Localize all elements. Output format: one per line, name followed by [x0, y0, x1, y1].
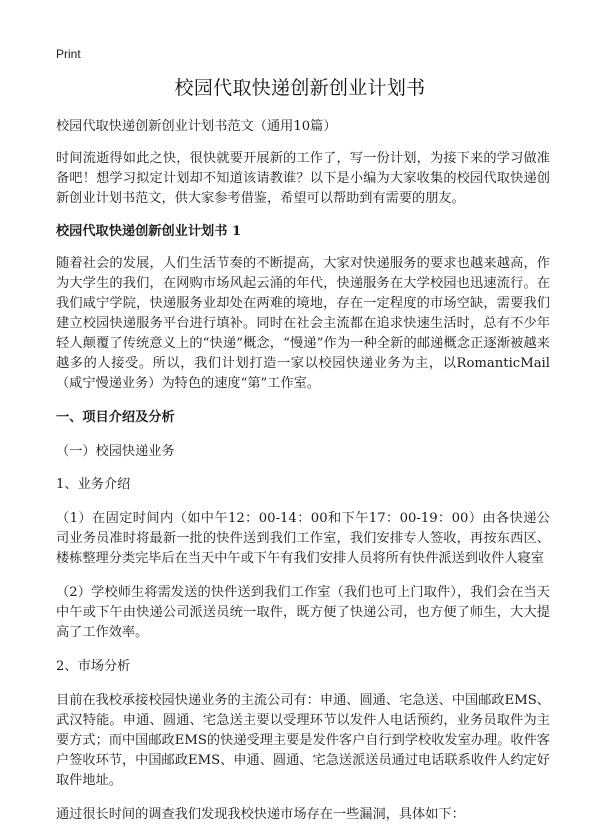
document-subtitle: 校园代取快递创新创业计划书范文（通用10篇） — [56, 119, 337, 134]
intro-paragraph: 时间流逝得如此之快，很快就要开展新的工作了，写一份计划，为接下来的学习做准备吧！想学习拟定计划却不知道该请教谁？以下是小编为大家收集的校园代取快递创新创业计划书范文，供大家参考借鉴，希望可以帮助到有需要的朋友。 — [56, 151, 550, 206]
service-paragraph-2: （2）学校师生将需发送的快件送到我们工作室（我们也可上门取件），我们会在当天中午或下午由快递公司派送员统一取件，既方便了快递公司，也方便了师生，大大提高了工作效率。 — [56, 585, 550, 640]
survey-paragraph: 通过很长时间的调查我们发现我校快递市场存在一些漏洞，具体如下： — [56, 807, 465, 822]
heading-project-intro: 一、项目介绍及分析 — [56, 410, 175, 425]
section-heading: 校园代取快递创新创业计划书 1 — [56, 224, 242, 239]
market-paragraph: 目前在我校承接校园快递业务的主流公司有：申通、圆通、宅急送、中国邮政EMS、武汉特能。申通、圆通、宅急送主要以受理环节以发件人电话预约，业务员取件为主要方式；而中国邮政EMS的快递受理主要是发件客户自行到学校收发室办理。收件客户签收环节，中国邮政EMS、申通、圆通、宅急送派送员通过电话联系收件人约定好取件地址。 — [56, 693, 550, 788]
heading-campus-express: （一）校园快递业务 — [56, 444, 175, 459]
heading-service-intro: 1、业务介绍 — [56, 477, 131, 492]
document-body — [56, 117, 550, 839]
heading-market-analysis: 2、市场分析 — [56, 659, 131, 674]
print-link[interactable]: Print — [56, 47, 81, 61]
service-paragraph-1: （1）在固定时间内（如中午12：00-14：00和下午17：00-19：00）由各快递公司业务员准时将最新一批的快件送到我们工作室，我们安排专人签收，再按东西区、楼栋整理分类完毕后在当天中午或下午有我们安排人员将所有快件派送到收件人寝室 — [56, 511, 550, 566]
page-title: 校园代取快递创新创业计划书 — [174, 77, 426, 99]
background-paragraph: 随着社会的发展，人们生活节奏的不断提高，大家对快递服务的要求也越来越高，作为大学生的我们，在网购市场风起云涌的年代，快递服务在大学校园也迅速流行。在我们咸宁学院，快递服务业却处在两难的境地，存在一定程度的市场空缺，需要我们建立校园快递服务平台进行填补。同时在社会主流都在追求快速生活时，总有不少年轻人颠覆了传统意义上的“快递”概念，“慢递”作为一种全新的邮递概念正逐渐被越来越多的人接受。所以，我们计划打造一家以校园快递业务为主，以RomanticMail （咸宁慢递业务）为特色的速度“第”工作室。 — [56, 256, 550, 391]
